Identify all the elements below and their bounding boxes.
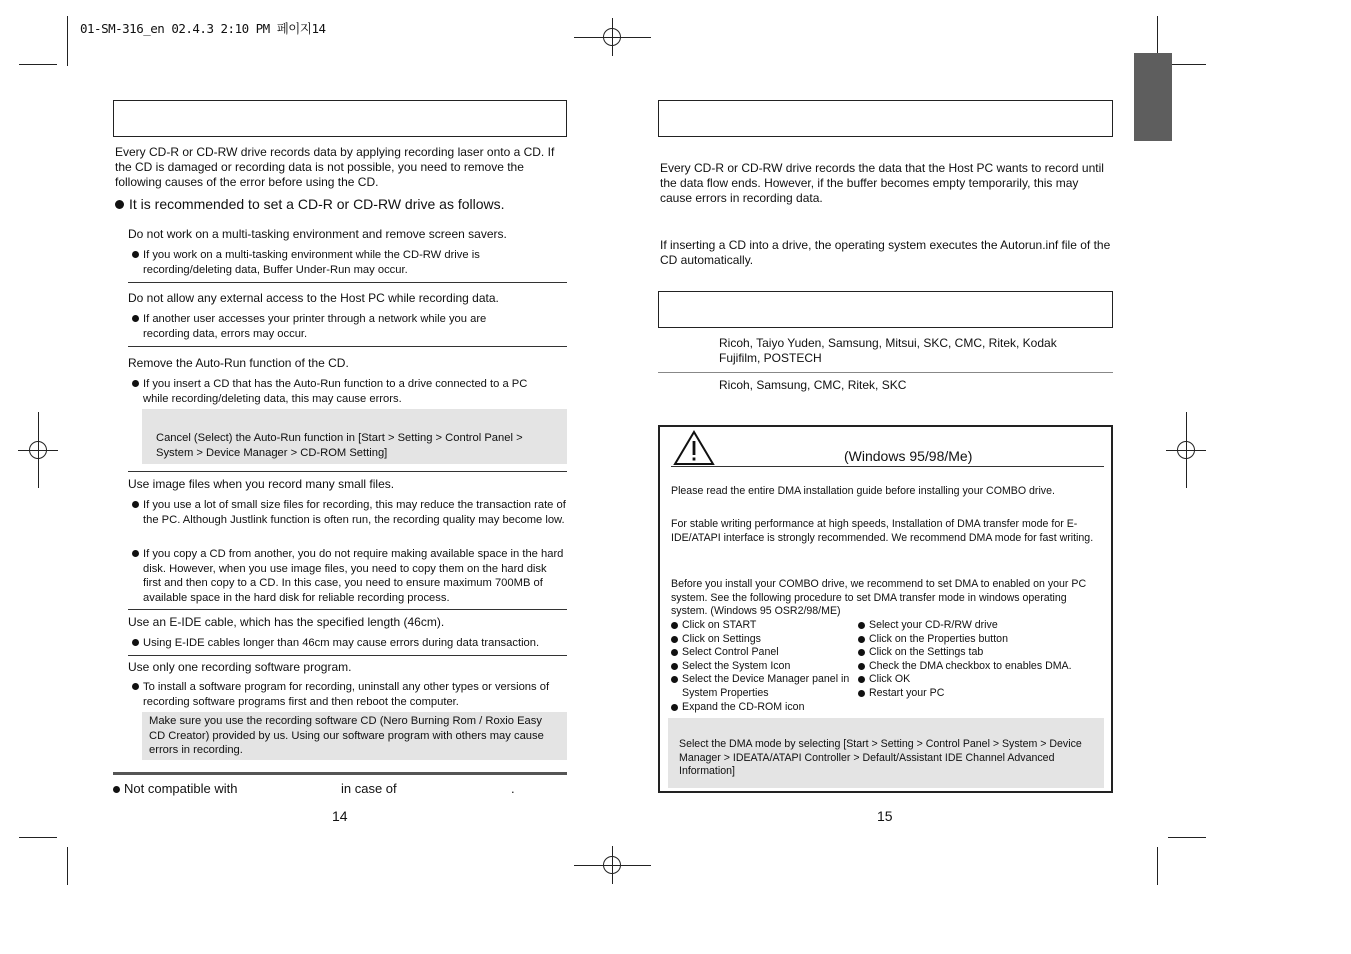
step-item: Select Control Panel	[671, 646, 856, 660]
divider	[128, 609, 567, 610]
dma-warning-box	[658, 425, 1113, 793]
chapter-tab	[1134, 53, 1172, 141]
warning-title: (Windows 95/98/Me)	[844, 448, 973, 464]
warning-title-rule	[671, 466, 1104, 467]
dma-para-3: Before you install your COMBO drive, we recommend to set DMA to enabled on your PC system. See the following procedure to set DMA transfer mode in windows operating system. (Windows 95 OSR2/98/ME)	[671, 578, 1087, 618]
dma-para-1: Please read the entire DMA installation guide before installing your COMBO drive.	[671, 485, 1055, 497]
media-list-1: Ricoh, Taiyo Yuden, Samsung, Mitsui, SKC, CMC, Ritek, Kodak Fujifilm, POSTECH	[719, 336, 1057, 365]
divider	[128, 282, 567, 283]
dma-steps-right	[858, 619, 1098, 701]
step-item: Click on the Properties button	[858, 633, 1098, 647]
printer-stamp: 01-SM-316_en 02.4.3 2:10 PM 페이지14	[80, 21, 326, 36]
s3-heading: Remove the Auto-Run function of the CD.	[128, 356, 349, 370]
divider	[658, 372, 1113, 373]
s4-heading: Use image files when you record many small files.	[128, 477, 395, 491]
s2-heading: Do not allow any external access to the Host PC while recording data.	[128, 291, 499, 305]
dma-steps-left	[671, 619, 856, 714]
divider	[128, 346, 567, 347]
s6-note: Make sure you use the recording software CD (Nero Burning Rom / Roxio Easy CD Creator) provided by us. Using our software program with others may cause errors in recording.	[142, 712, 567, 760]
warning-icon	[673, 430, 715, 466]
left-footer-rule	[113, 772, 567, 775]
right-heading-box-2	[658, 291, 1113, 328]
s1-bullet: If you work on a multi-tasking environment while the CD-RW drive is recording/deleting data, Buffer Under-Run may occur.	[132, 248, 502, 277]
s6-bullet: To install a software program for recording, uninstall any other types or versions of recording software programs first and then reboot the computer.	[132, 680, 569, 709]
s1-heading: Do not work on a multi-tasking environment and remove screen savers.	[128, 227, 507, 241]
page-number-14: 14	[332, 808, 348, 824]
step-item: Click on the Settings tab	[858, 646, 1098, 660]
divider	[128, 471, 567, 472]
step-item: Expand the CD-ROM icon	[671, 701, 856, 715]
right-heading-box-1	[658, 100, 1113, 137]
step-item: Select the System Icon	[671, 660, 856, 674]
step-item: Select your CD-R/RW drive	[858, 619, 1098, 633]
s6-heading: Use only one recording software program.	[128, 660, 352, 674]
right-para-2: If inserting a CD into a drive, the operating system executes the Autorun.inf file of the CD automatically.	[660, 238, 1111, 267]
s5-heading: Use an E-IDE cable, which has the specified length (46cm).	[128, 615, 445, 629]
s4-bullet-1: If you use a lot of small size files for recording, this may reduce the transaction rate of the PC. Although Justlink function is often run, the recording quality may become low.	[132, 498, 567, 527]
recommend-line: It is recommended to set a CD-R or CD-RW drive as follows.	[115, 196, 565, 212]
s5-bullet: Using E-IDE cables longer than 46cm may cause errors during data transaction.	[132, 636, 572, 651]
s3-bullet: If you insert a CD that has the Auto-Run function to a drive connected to a PC while recording/deleting data, this may cause errors.	[132, 377, 547, 406]
left-heading-box	[113, 100, 567, 137]
step-item: Click on START	[671, 619, 856, 633]
left-intro: Every CD-R or CD-RW drive records data by applying recording laser onto a CD. If the CD is damaged or recording data is not possible, you need to remove the following causes of the error before using the CD.	[115, 145, 555, 189]
s2-bullet: If another user accesses your printer through a network while you are recording data, errors may occur.	[132, 312, 522, 341]
media-list-2: Ricoh, Samsung, CMC, Ritek, SKC	[719, 378, 907, 392]
right-para-1: Every CD-R or CD-RW drive records the data that the Host PC wants to record until the data flow ends. However, if the buffer becomes empty temporarily, this may cause errors in recording data.	[660, 161, 1104, 205]
step-item: Check the DMA checkbox to enables DMA.	[858, 660, 1098, 674]
step-item: Select the Device Manager panel in System Properties	[671, 673, 856, 700]
step-item: Click on Settings	[671, 633, 856, 647]
dma-para-2: For stable writing performance at high speeds, Installation of DMA transfer mode for E-IDE/ATAPI interface is strongly recommended. We recommend DMA mode for fast writing.	[671, 518, 1094, 544]
divider	[128, 655, 567, 656]
step-item: Click OK	[858, 673, 1098, 687]
page-number-15: 15	[877, 808, 893, 824]
s4-bullet-2: If you copy a CD from another, you do not require making available space in the hard disk. However, when you use image files, you need to copy them on the hard disk first and then copy to a CD. In this case, you need to ensure maximum 700MB of available space in the hard disk for reliable recording process.	[132, 547, 567, 605]
s3-note: Cancel (Select) the Auto-Run function in [Start > Setting > Control Panel > System > Device Manager > CD-ROM Setting]	[142, 409, 567, 464]
dma-note: Select the DMA mode by selecting [Start > Setting > Control Panel > System > Device Manager > IDEATA/ATAPI Controller > Default/Assistant IDE Channel Advanced Information]	[668, 718, 1104, 788]
step-item: Restart your PC	[858, 687, 1098, 701]
